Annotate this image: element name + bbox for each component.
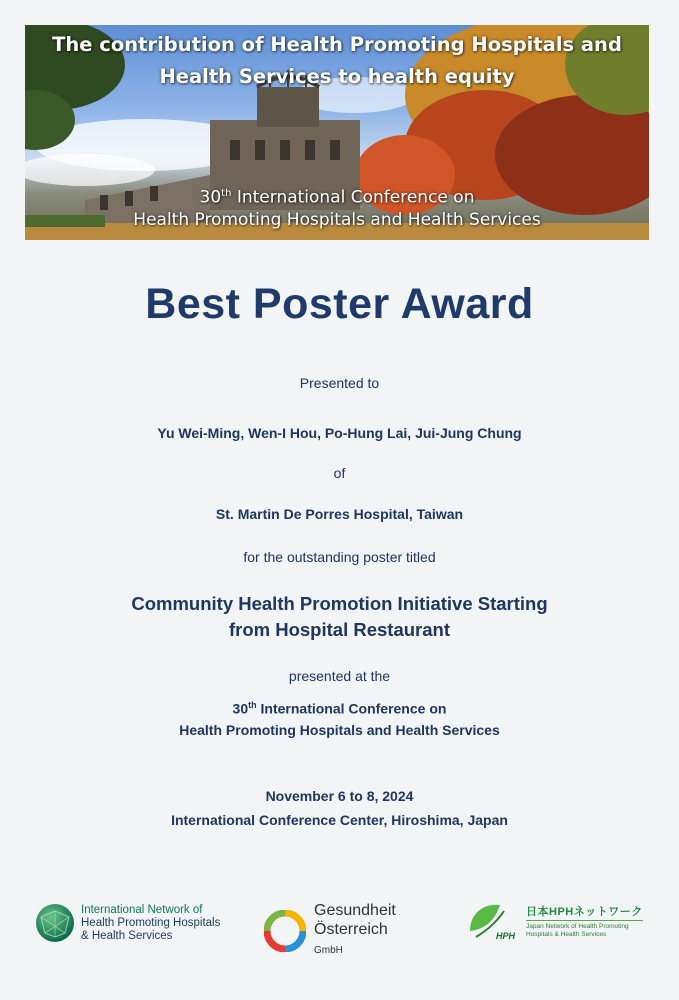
- banner-title-line: The contribution of Health Promoting Hospitals and: [52, 33, 622, 56]
- presented-at-label: presented at the: [288, 668, 391, 684]
- poster-title-line: from Hospital Restaurant: [228, 619, 450, 640]
- conference-dates: November 6 to 8, 2024: [265, 788, 414, 804]
- banner-conf-line: [25, 183, 649, 209]
- conf-line: Health Promoting Hospitals and Health Services: [179, 721, 500, 738]
- conf-number: 30: [232, 700, 249, 717]
- goeg-logo: [264, 901, 396, 960]
- recipients: Yu Wei-Ming, Wen-I Hou, Po-Hung Lai, Jui-Jung Chung: [157, 425, 522, 441]
- ihph-text: [81, 904, 220, 943]
- ihph-line: & Health Services: [81, 929, 173, 942]
- goeg-text: [314, 901, 396, 960]
- conference-banner: [25, 25, 649, 240]
- conf-rest: International Conference on: [256, 700, 447, 717]
- goeg-line: Gesundheit: [314, 902, 396, 919]
- jhph-logo: [466, 901, 643, 941]
- goeg-suffix: GmbH: [314, 945, 343, 956]
- conference-name: [0, 695, 679, 741]
- jhph-sub: [526, 923, 643, 939]
- banner-conf-line: Health Promoting Hospitals and Health Services: [133, 209, 541, 230]
- banner-title: [25, 29, 649, 93]
- ihph-logo: [35, 903, 220, 943]
- jhph-sub-line: Japan Network of Health Promoting: [526, 923, 629, 930]
- conf-line: [0, 695, 679, 720]
- award-title: Best Poster Award: [145, 280, 534, 328]
- presented-to-label: Presented to: [299, 375, 380, 391]
- jhph-sub-line: Hospitals & Health Services: [526, 931, 607, 938]
- poster-title-line: Community Health Promotion Initiative Starting: [131, 593, 548, 614]
- goeg-ring-icon: [264, 910, 306, 952]
- goeg-line2: Österreich: [314, 921, 388, 938]
- ihph-line: Health Promoting Hospitals: [81, 916, 221, 929]
- banner-title-line: Health Services to health equity: [159, 65, 515, 88]
- conference-venue: International Conference Center, Hiroshima, Japan: [171, 812, 508, 828]
- ihph-line: International Network of: [81, 903, 203, 916]
- institution: St. Martin De Porres Hospital, Taiwan: [215, 506, 464, 522]
- banner-conf-number: 30: [199, 187, 222, 208]
- sponsor-logos: [0, 895, 679, 955]
- for-label: for the outstanding poster titled: [243, 549, 436, 565]
- jhph-main: 日本HPHネットワーク: [526, 903, 643, 921]
- banner-conference-name: [25, 183, 649, 231]
- conf-suffix: th: [248, 700, 257, 710]
- jhph-badge: HPH: [496, 931, 516, 941]
- jhph-leaf-icon: [466, 901, 520, 941]
- jhph-text: [526, 903, 643, 939]
- ihph-globe-icon: [35, 903, 75, 943]
- goeg-line: [314, 920, 396, 960]
- poster-title: [0, 591, 679, 643]
- banner-conf-suffix: th: [221, 188, 232, 199]
- of-label: of: [333, 465, 346, 481]
- banner-conf-rest: International Conference on: [231, 187, 475, 208]
